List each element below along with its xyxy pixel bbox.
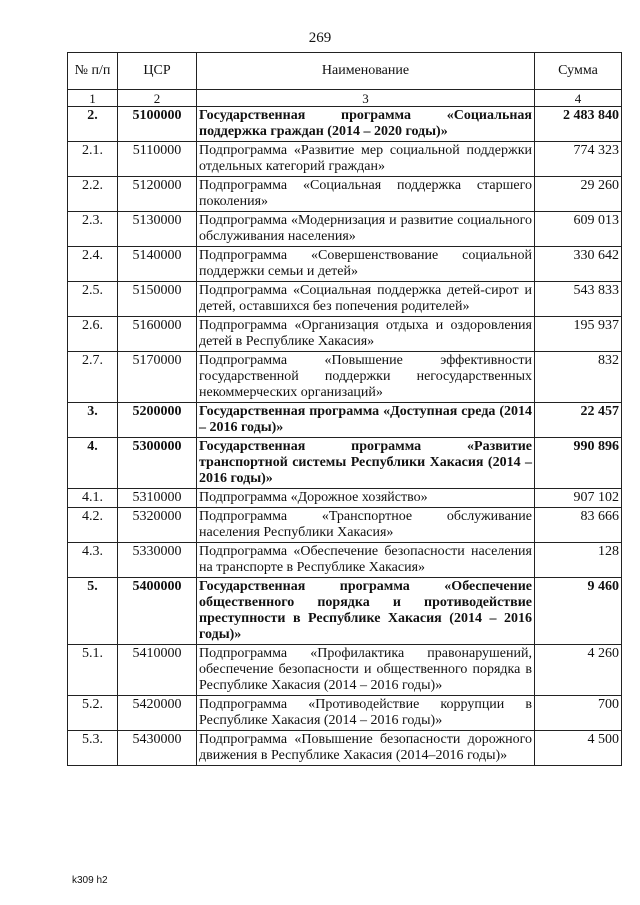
row-sum: 832 bbox=[535, 352, 622, 403]
row-sum: 4 500 bbox=[535, 731, 622, 766]
column-index-3: 3 bbox=[197, 90, 535, 107]
row-sum: 907 102 bbox=[535, 489, 622, 508]
row-sum: 543 833 bbox=[535, 282, 622, 317]
table-row bbox=[68, 645, 622, 696]
row-sum: 4 260 bbox=[535, 645, 622, 696]
row-csr: 5120000 bbox=[118, 177, 197, 212]
row-name: Подпрограмма «Социальная поддержка детей-сирот и детей, оставшихся без попечения родителей» bbox=[197, 282, 535, 317]
row-sum: 990 896 bbox=[535, 438, 622, 489]
row-sum: 83 666 bbox=[535, 508, 622, 543]
table-row bbox=[68, 403, 622, 438]
row-num: 2.4. bbox=[68, 247, 118, 282]
table-row bbox=[68, 489, 622, 508]
row-num: 5.2. bbox=[68, 696, 118, 731]
column-index-2: 2 bbox=[118, 90, 197, 107]
table-row bbox=[68, 142, 622, 177]
row-sum: 9 460 bbox=[535, 578, 622, 645]
row-sum: 128 bbox=[535, 543, 622, 578]
row-num: 2.2. bbox=[68, 177, 118, 212]
table-body bbox=[68, 107, 622, 766]
row-csr: 5140000 bbox=[118, 247, 197, 282]
table-row bbox=[68, 177, 622, 212]
table-row bbox=[68, 282, 622, 317]
row-csr: 5110000 bbox=[118, 142, 197, 177]
row-csr: 5420000 bbox=[118, 696, 197, 731]
row-name: Государственная программа «Доступная среда (2014 – 2016 годы)» bbox=[197, 403, 535, 438]
row-num: 4.1. bbox=[68, 489, 118, 508]
row-csr: 5300000 bbox=[118, 438, 197, 489]
table-row bbox=[68, 352, 622, 403]
row-name: Подпрограмма «Развитие мер социальной поддержки отдельных категорий граждан» bbox=[197, 142, 535, 177]
row-csr: 5430000 bbox=[118, 731, 197, 766]
row-num: 4.3. bbox=[68, 543, 118, 578]
row-num: 2. bbox=[68, 107, 118, 142]
row-name: Подпрограмма «Профилактика правонарушений, обеспечение безопасности и общественного порядка в Республике Хакасия (2014 – 2016 годы)» bbox=[197, 645, 535, 696]
row-num: 2.6. bbox=[68, 317, 118, 352]
row-sum: 29 260 bbox=[535, 177, 622, 212]
row-num: 4.2. bbox=[68, 508, 118, 543]
header-sum: Сумма bbox=[535, 53, 622, 90]
row-num: 2.7. bbox=[68, 352, 118, 403]
row-name: Подпрограмма «Обеспечение безопасности населения на транспорте в Республике Хакасия» bbox=[197, 543, 535, 578]
row-csr: 5160000 bbox=[118, 317, 197, 352]
row-name: Подпрограмма «Модернизация и развитие социального обслуживания населения» bbox=[197, 212, 535, 247]
table-row bbox=[68, 212, 622, 247]
row-csr: 5310000 bbox=[118, 489, 197, 508]
row-num: 2.5. bbox=[68, 282, 118, 317]
row-name: Подпрограмма «Совершенствование социальной поддержки семьи и детей» bbox=[197, 247, 535, 282]
row-num: 5.3. bbox=[68, 731, 118, 766]
row-sum: 22 457 bbox=[535, 403, 622, 438]
row-name: Государственная программа «Социальная поддержка граждан (2014 – 2020 годы)» bbox=[197, 107, 535, 142]
row-sum: 2 483 840 bbox=[535, 107, 622, 142]
row-sum: 700 bbox=[535, 696, 622, 731]
table-row bbox=[68, 543, 622, 578]
header-csr: ЦСР bbox=[118, 53, 197, 90]
header-name: Наименование bbox=[197, 53, 535, 90]
header-num: № п/п bbox=[68, 53, 118, 90]
row-num: 3. bbox=[68, 403, 118, 438]
table-row bbox=[68, 247, 622, 282]
table-header-row bbox=[68, 53, 622, 90]
row-csr: 5150000 bbox=[118, 282, 197, 317]
row-csr: 5320000 bbox=[118, 508, 197, 543]
row-csr: 5100000 bbox=[118, 107, 197, 142]
row-sum: 609 013 bbox=[535, 212, 622, 247]
row-name: Государственная программа «Развитие транспортной системы Республики Хакасия (2014 – 2016 годы)» bbox=[197, 438, 535, 489]
row-csr: 5200000 bbox=[118, 403, 197, 438]
row-sum: 330 642 bbox=[535, 247, 622, 282]
table-row bbox=[68, 731, 622, 766]
page-number: 269 bbox=[308, 30, 332, 46]
row-name: Подпрограмма «Дорожное хозяйство» bbox=[197, 489, 535, 508]
column-index-row bbox=[68, 90, 622, 107]
footer-code: k309 h2 bbox=[72, 875, 108, 886]
budget-table bbox=[67, 52, 622, 766]
row-name: Подпрограмма «Противодействие коррупции в Республике Хакасия (2014 – 2016 годы)» bbox=[197, 696, 535, 731]
row-name: Подпрограмма «Организация отдыха и оздоровления детей в Республике Хакасия» bbox=[197, 317, 535, 352]
row-csr: 5130000 bbox=[118, 212, 197, 247]
row-num: 2.1. bbox=[68, 142, 118, 177]
row-num: 2.3. bbox=[68, 212, 118, 247]
row-name: Подпрограмма «Повышение безопасности дорожного движения в Республике Хакасия (2014–2016 годы)» bbox=[197, 731, 535, 766]
table-row bbox=[68, 438, 622, 489]
row-name: Подпрограмма «Повышение эффективности государственной поддержки негосударственных некоммерческих организаций» bbox=[197, 352, 535, 403]
column-index-4: 4 bbox=[535, 90, 622, 107]
row-num: 5. bbox=[68, 578, 118, 645]
row-num: 4. bbox=[68, 438, 118, 489]
table-row bbox=[68, 317, 622, 352]
row-name: Государственная программа «Обеспечение общественного порядка и противодействие преступности в Республике Хакасия (2014 – 2016 годы)» bbox=[197, 578, 535, 645]
table-row bbox=[68, 508, 622, 543]
column-index-1: 1 bbox=[68, 90, 118, 107]
row-csr: 5330000 bbox=[118, 543, 197, 578]
row-sum: 774 323 bbox=[535, 142, 622, 177]
row-sum: 195 937 bbox=[535, 317, 622, 352]
row-csr: 5410000 bbox=[118, 645, 197, 696]
row-name: Подпрограмма «Транспортное обслуживание населения Республики Хакасия» bbox=[197, 508, 535, 543]
table-row bbox=[68, 107, 622, 142]
row-name: Подпрограмма «Социальная поддержка старшего поколения» bbox=[197, 177, 535, 212]
table-row bbox=[68, 578, 622, 645]
row-csr: 5400000 bbox=[118, 578, 197, 645]
table-row bbox=[68, 696, 622, 731]
row-num: 5.1. bbox=[68, 645, 118, 696]
row-csr: 5170000 bbox=[118, 352, 197, 403]
